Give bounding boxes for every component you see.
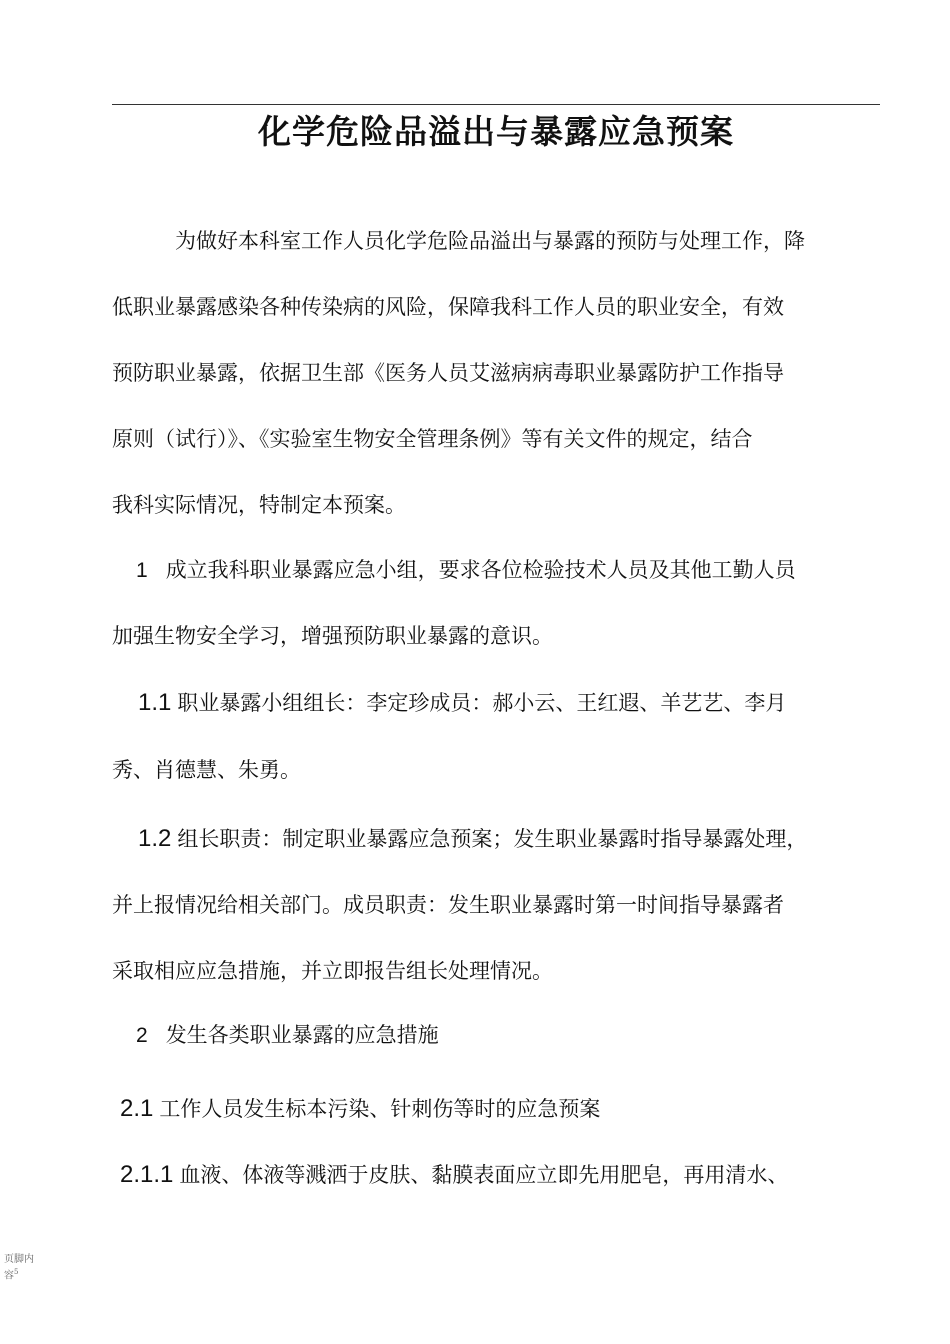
section-1-2-line-2: 并上报情况给相关部门。成员职责：发生职业暴露时第一时间指导暴露者 (112, 893, 784, 917)
section-number: 1 (136, 559, 148, 582)
section-1-2-line-3: 采取相应应急措施，并立即报告组长处理情况。 (112, 959, 553, 983)
page-footer (4, 1254, 40, 1282)
section-1-line-2: 加强生物安全学习，增强预防职业暴露的意识。 (112, 624, 553, 648)
section-1-2-line-1: 1.2 组长职责：制定职业暴露应急预案；发生职业暴露时指导暴露处理， (138, 825, 808, 852)
section-number: 2.1.1 (120, 1161, 174, 1188)
section-2-1-heading: 2.1 工作人员发生标本污染、针刺伤等时的应急预案 (120, 1095, 601, 1122)
section-number: 1.1 (138, 689, 172, 716)
document-title: 化学危险品溢出与暴露应急预案 (258, 112, 734, 151)
header-rule (112, 104, 880, 105)
section-1-line-1: 1 成立我科职业暴露应急小组，要求各位检验技术人员及其他工勤人员 (136, 558, 796, 582)
section-number: 2 (136, 1024, 148, 1047)
intro-line-3: 预防职业暴露，依据卫生部《医务人员艾滋病病毒职业暴露防护工作指导 (112, 361, 784, 385)
intro-line-4: 原则（试行）》、《实验室生物安全管理条例》等有关文件的规定，结合 (112, 427, 753, 451)
intro-line-1: 为做好本科室工作人员化学危险品溢出与暴露的预防与处理工作，降 (175, 229, 805, 253)
section-2-1-1-line-1: 2.1.1 血液、体液等溅洒于皮肤、黏膜表面应立即先用肥皂，再用清水、 (120, 1161, 789, 1188)
section-2-heading: 2 发生各类职业暴露的应急措施 (136, 1023, 439, 1047)
section-1-1-line-2: 秀、肖德慧、朱勇。 (112, 758, 301, 782)
section-number: 2.1 (120, 1095, 154, 1122)
section-1-1-line-1: 1.1 职业暴露小组组长：李定珍成员：郝小云、王红遐、羊艺艺、李月 (138, 689, 787, 716)
page-number: 5 (14, 1268, 19, 1276)
footer-text: 页脚内容 (4, 1254, 34, 1282)
section-number: 1.2 (138, 825, 172, 852)
intro-line-5: 我科实际情况，特制定本预案。 (112, 493, 406, 517)
intro-line-2: 低职业暴露感染各种传染病的风险，保障我科工作人员的职业安全，有效 (112, 295, 784, 319)
